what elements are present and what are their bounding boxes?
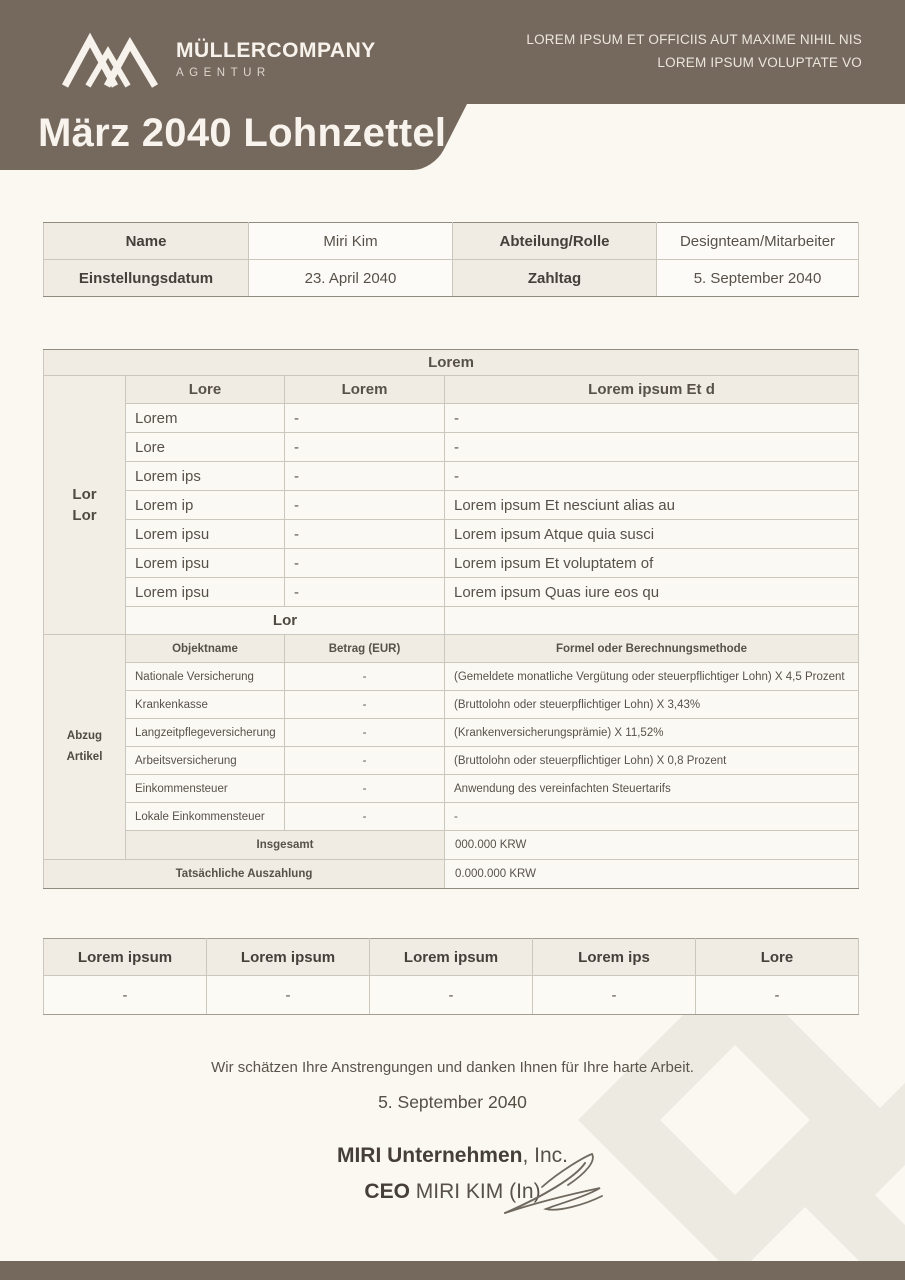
ceo-title: CEO xyxy=(364,1180,410,1203)
ceo-signature-line xyxy=(0,1180,905,1204)
header-bar xyxy=(0,0,905,104)
note-cell: - xyxy=(445,462,859,491)
deduction-item: Krankenkasse xyxy=(126,691,285,719)
total-value: 000.000 KRW xyxy=(445,831,859,860)
deduction-amount: - xyxy=(285,691,445,719)
address-line-2: LOREM IPSUM VOLUPTATE VO xyxy=(657,55,862,70)
item-cell: Lore xyxy=(126,433,285,462)
summary-value: - xyxy=(207,976,370,1015)
summary-value: - xyxy=(533,976,696,1015)
summary-header: Lorem ipsum xyxy=(370,939,533,976)
payment-date: 5. September 2040 xyxy=(378,1092,527,1112)
table-row xyxy=(44,549,859,578)
column-header: Lorem ipsum Et d xyxy=(445,376,859,404)
company-signature-line xyxy=(0,1144,905,1168)
amount-cell: - xyxy=(285,491,445,520)
employee-info-table xyxy=(43,222,859,297)
note-cell: Lorem ipsum Et voluptatem of xyxy=(445,549,859,578)
item-cell: Lorem xyxy=(126,404,285,433)
note-cell: Lorem ipsum Quas iure eos qu xyxy=(445,578,859,607)
deduction-item: Arbeitsversicherung xyxy=(126,747,285,775)
deduction-formula: (Bruttolohn oder steuerpflichtiger Lohn) X 0,8 Prozent xyxy=(445,747,859,775)
info-label-name: Name xyxy=(44,223,249,260)
item-cell: Lorem ipsu xyxy=(126,578,285,607)
company-name-bold: MIRI Unternehmen xyxy=(336,1144,523,1167)
company-suffix: , Inc. xyxy=(522,1144,569,1167)
item-cell: Lorem ip xyxy=(126,491,285,520)
deduction-formula: Anwendung des vereinfachten Steuertarifs xyxy=(445,775,859,803)
table-row xyxy=(44,635,859,663)
info-value-payday: 5. September 2040 xyxy=(657,260,859,297)
deduction-formula: (Krankenversicherungsprämie) X 11,52% xyxy=(445,719,859,747)
appreciation-text: Wir schätzen Ihre Anstrengungen und danken Ihnen für Ihre harte Arbeit. xyxy=(211,1059,694,1076)
ceo-name: MIRI KIM (In) xyxy=(409,1180,541,1203)
side-label-line: Artikel xyxy=(66,751,103,763)
section1-side-label xyxy=(44,376,126,635)
table-row xyxy=(44,350,859,376)
info-value-hiredate: 23. April 2040 xyxy=(249,260,453,297)
total-label: Insgesamt xyxy=(126,831,445,860)
company-name: MÜLLERCOMPANY xyxy=(176,39,376,62)
table-row xyxy=(44,719,859,747)
page-title: März 2040 Lohnzettel xyxy=(38,111,447,155)
table-row xyxy=(44,775,859,803)
deduction-amount: - xyxy=(285,747,445,775)
logo-text xyxy=(176,39,376,79)
empty-cell xyxy=(445,607,859,635)
info-label-hiredate: Einstellungsdatum xyxy=(44,260,249,297)
deduction-item: Langzeitpflegeversicherung xyxy=(126,719,285,747)
deduction-item: Einkommensteuer xyxy=(126,775,285,803)
deduction-formula: (Bruttolohn oder steuerpflichtiger Lohn) X 3,43% xyxy=(445,691,859,719)
table-row xyxy=(44,260,859,297)
note-cell: - xyxy=(445,404,859,433)
item-cell: Lorem ips xyxy=(126,462,285,491)
summary-header: Lorem ipsum xyxy=(207,939,370,976)
deduction-amount: - xyxy=(285,803,445,831)
payout-value: 0.000.000 KRW xyxy=(445,860,859,889)
deduction-formula: - xyxy=(445,803,859,831)
info-value-name: Miri Kim xyxy=(249,223,453,260)
deduction-amount: - xyxy=(285,719,445,747)
summary-value: - xyxy=(370,976,533,1015)
table-row xyxy=(44,831,859,860)
summary-value: - xyxy=(696,976,859,1015)
table-row xyxy=(44,520,859,549)
column-header: Formel oder Berechnungsmethode xyxy=(445,635,859,663)
table-row xyxy=(44,607,859,635)
address-line-1: LOREM IPSUM ET OFFICIIS AUT MAXIME NIHIL NIS xyxy=(526,32,862,47)
table-row xyxy=(44,462,859,491)
table-row xyxy=(44,404,859,433)
table-row xyxy=(44,663,859,691)
table-row xyxy=(44,976,859,1015)
side-label-line: Lor xyxy=(72,486,97,503)
table-row xyxy=(44,223,859,260)
table-row xyxy=(44,578,859,607)
amount-cell: - xyxy=(285,462,445,491)
info-label-department: Abteilung/Rolle xyxy=(453,223,657,260)
earnings-deductions-table xyxy=(43,349,859,889)
deduction-item: Nationale Versicherung xyxy=(126,663,285,691)
item-cell: Lorem ipsu xyxy=(126,549,285,578)
amount-cell: - xyxy=(285,433,445,462)
note-cell: Lorem ipsum Atque quia susci xyxy=(445,520,859,549)
summary-header: Lorem ips xyxy=(533,939,696,976)
info-value-department: Designteam/Mitarbeiter xyxy=(657,223,859,260)
deduction-amount: - xyxy=(285,775,445,803)
summary-value: - xyxy=(44,976,207,1015)
column-header: Betrag (EUR) xyxy=(285,635,445,663)
info-label-payday: Zahltag xyxy=(453,260,657,297)
deduction-amount: - xyxy=(285,663,445,691)
column-header: Lore xyxy=(126,376,285,404)
amount-cell: - xyxy=(285,520,445,549)
payout-label: Tatsächliche Auszahlung xyxy=(44,860,445,889)
section1-footer-label: Lor xyxy=(126,607,445,635)
note-cell: Lorem ipsum Et nesciunt alias au xyxy=(445,491,859,520)
summary-table xyxy=(43,938,859,1015)
summary-header: Lore xyxy=(696,939,859,976)
amount-cell: - xyxy=(285,404,445,433)
side-label-line: Lor xyxy=(72,507,97,524)
amount-cell: - xyxy=(285,549,445,578)
deduction-formula: (Gemeldete monatliche Vergütung oder steuerpflichtiger Lohn) X 4,5 Prozent xyxy=(445,663,859,691)
footer-bar xyxy=(0,1261,905,1280)
company-logo xyxy=(62,30,376,88)
item-cell: Lorem ipsu xyxy=(126,520,285,549)
mountains-logo-icon xyxy=(62,30,160,88)
table-row xyxy=(44,491,859,520)
note-cell: - xyxy=(445,433,859,462)
deduction-item: Lokale Einkommensteuer xyxy=(126,803,285,831)
column-header: Objektname xyxy=(126,635,285,663)
main-table-title: Lorem xyxy=(44,350,859,376)
table-row xyxy=(44,860,859,889)
signature-scribble xyxy=(480,1135,620,1230)
table-row xyxy=(44,433,859,462)
header-address xyxy=(526,28,862,74)
table-row xyxy=(44,939,859,976)
company-subtitle: AGENTUR xyxy=(176,67,271,79)
column-header: Lorem xyxy=(285,376,445,404)
side-label-line: Abzug xyxy=(66,730,103,742)
summary-header: Lorem ipsum xyxy=(44,939,207,976)
section2-side-label xyxy=(44,635,126,860)
table-row xyxy=(44,691,859,719)
table-row xyxy=(44,376,859,404)
amount-cell: - xyxy=(285,578,445,607)
table-row xyxy=(44,747,859,775)
table-row xyxy=(44,803,859,831)
